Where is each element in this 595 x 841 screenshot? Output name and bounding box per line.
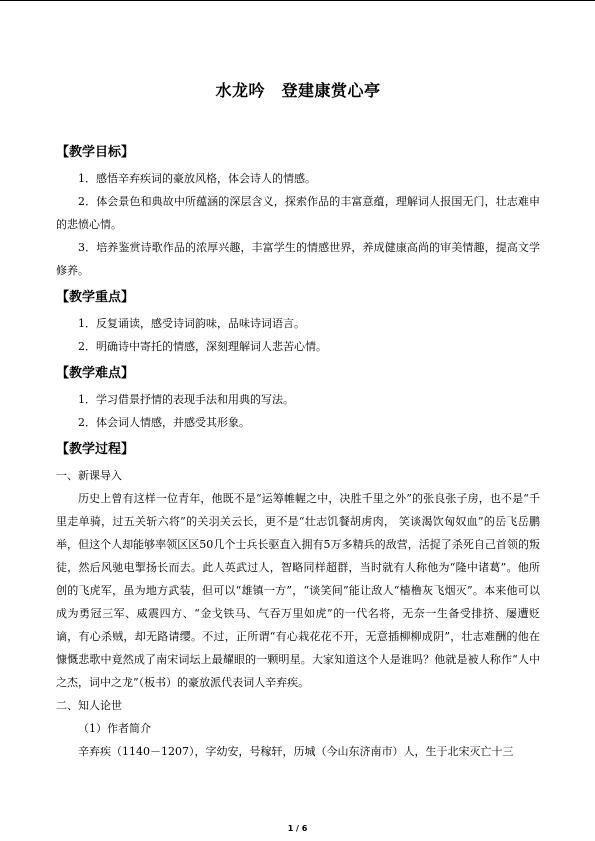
page-number: 1 / 6 [287,824,308,833]
section-heading-process: 【教学过程】 [56,442,135,457]
section-heading-key-points: 【教学重点】 [56,290,135,305]
difficulty-item-1: 1．学习借景抒情的表现手法和用典的写法。 [78,393,294,406]
page-title: 水龙吟 登建康赏心亭 [215,81,381,100]
key-point-item-2: 2．明确诗中寄托的情感，深刻理解词人悲苦心情。 [78,340,327,353]
section-heading-goals: 【教学目标】 [56,145,135,160]
goal-item-3: 3．培养鉴赏诗歌作品的浓厚兴趣，丰富学生的情感世界，养成健康高尚的审美情趣，提高文学修养。 [56,241,540,277]
goal-item-1: 1．感悟辛弃疾词的豪放风格，体会诗人的情感。 [78,172,316,185]
goal-item-2: 2．体会景色和典故中所蕴涵的深层含义，探索作品的丰富意蕴，理解词人报国无门，壮志难申的悲愤心情。 [56,195,540,231]
process-part2-title: 二、知人论世 [56,699,122,712]
difficulty-item-2: 2．体会词人情感，并感受其形象。 [78,416,250,429]
process-part1-title: 一、新课导入 [56,469,122,482]
document-page [56,78,540,763]
section-heading-difficulties: 【教学难点】 [56,366,135,381]
process-part1-text: 历史上曾有这样一位青年，他既不是“运筹帷幄之中，决胜千里之外”的张良张子房，也不是“千里走单骑，过五关斩六将”的关羽关云长，更不是“壮志饥餐胡虏肉， 笑谈渴饮匈奴血”的岳飞岳鹏举，但这个人却能够率领区区50几个士兵长驱直入拥有5万多精兵的敌营，活捉了杀死自己首领的叛徒，然后风驰电掣扬长而去。此人英武过人，智略同样超群，当时就有人称他为“隆中诸葛”。他所创的飞虎军，虽为地方武装，但可以“雄镇一方”，“谈笑间”能让敌人“樯橹灰飞烟灭”。本来他可以成为勇冠三军、威震四方、“金戈铁马、气吞万里如虎”的一代名将，无奈一生备受排挤、屡遭贬谪，有心杀贼，却无路请缨。不过，正所谓“有心栽花花不开，无意插柳柳成阴”，壮志难酬的他在慷慨悲歌中竟然成了南宋词坛上最耀眼的一颗明星。大家知道这个人是谁吗？他就是被人称作“人中之杰，词中之龙”（板书）的豪放派代表词人辛弃疾。 [56,492,540,689]
process-part2-text: 辛弃疾（1140－1207），字幼安，号稼轩，历城（今山东济南市）人，生于北宋灭亡十三 [78,745,514,758]
key-point-item-1: 1．反复诵读，感受诗词韵味，品味诗词语言。 [78,317,305,330]
top-rule [0,0,595,1]
process-part2-subtitle: （1）作者简介 [78,722,151,735]
